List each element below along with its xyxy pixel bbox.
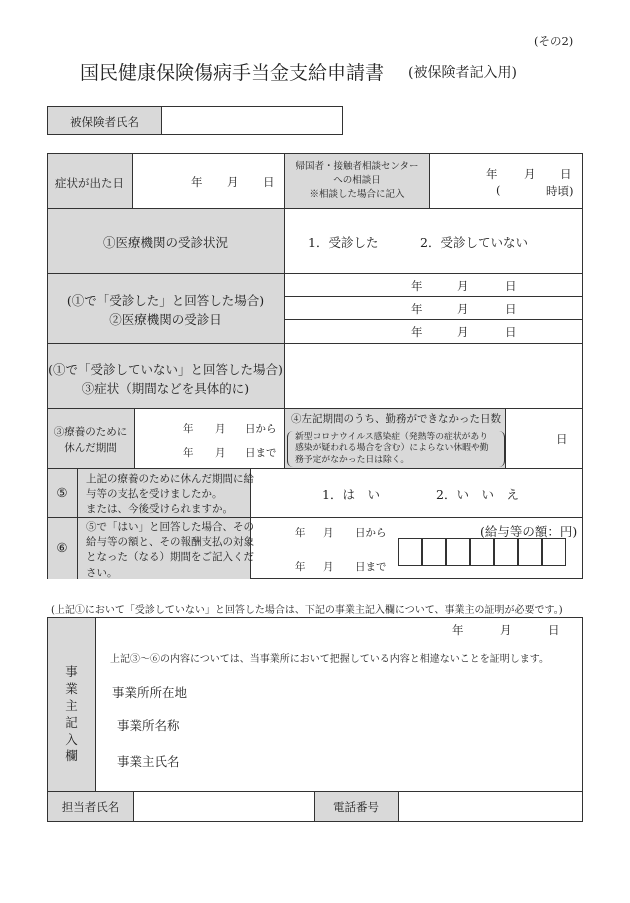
q6-period-field[interactable]: 年 月 日から 年 月 日まで xyxy=(295,527,387,573)
rest-period-field[interactable]: 年 月 日から 年 月 日まで xyxy=(183,423,277,459)
q2-label: (①で「受診した」と回答した場合) ②医療機関の受診日 xyxy=(66,293,265,328)
amount-digit-box[interactable] xyxy=(542,538,566,566)
q3-label: (①で「受診していない」と回答した場合) ③症状（期間などを具体的に) xyxy=(48,362,283,397)
office-name-label: 事業所名称 xyxy=(117,718,180,733)
q1-option-not-visited[interactable]: 2．受診していない xyxy=(420,235,528,250)
work-missed-header: ④左記期間のうち、勤務ができなかった日数 xyxy=(291,413,501,425)
visit-date-1[interactable]: 年 月 日 xyxy=(411,279,517,293)
visit-date-2[interactable]: 年 月 日 xyxy=(411,302,517,316)
q1-option-visited[interactable]: 1．受診した xyxy=(308,235,379,250)
insured-name-label: 被保険者氏名 xyxy=(70,115,139,129)
amount-digit-box[interactable] xyxy=(518,538,542,566)
office-name-field[interactable] xyxy=(200,711,570,735)
q1-label: ①医療機関の受診状況 xyxy=(102,235,228,250)
office-address-field[interactable] xyxy=(200,678,570,702)
symptom-detail-field[interactable] xyxy=(285,344,583,408)
form-title-sub: (被保険者記入用) xyxy=(408,65,517,81)
work-missed-days-field[interactable]: 日 xyxy=(556,432,568,446)
phone-label: 電話番号 xyxy=(333,800,379,814)
consult-center-label: 帰国者・接触者相談センター への相談日 ※相談した場合に記入 xyxy=(295,161,419,200)
amount-digit-box[interactable] xyxy=(422,538,446,566)
q6-amount-label: (給与等の額：円) xyxy=(480,524,578,539)
symptom-date-field[interactable]: 年 月 日 xyxy=(191,175,275,189)
q5-question: 上記の療養のために休んだ期間に給 与等の支払を受けましたか。 または、今後受けられますか。 xyxy=(86,473,254,516)
office-address-label: 事業所所在地 xyxy=(112,685,188,700)
contact-person-label: 担当者氏名 xyxy=(61,800,120,814)
employer-date-field[interactable]: 年 月 日 xyxy=(452,623,560,637)
amount-digit-box[interactable] xyxy=(446,538,470,566)
insured-name-label-cell xyxy=(47,106,162,135)
consult-date-field[interactable]: 年 月 日 ( 時頃) xyxy=(486,167,574,198)
insured-name-field[interactable] xyxy=(161,106,343,135)
visit-date-3[interactable]: 年 月 日 xyxy=(411,325,517,339)
rest-period-label: ③療養のために 休んだ期間 xyxy=(53,426,128,454)
form-title: 国民健康保険傷病手当金支給申請書 xyxy=(80,62,385,84)
amount-digit-box[interactable] xyxy=(398,538,422,566)
employer-cert-text: 上記③～⑥の内容については、当事業所において把握している内容と相違ないことを証明します。 xyxy=(110,654,549,665)
symptom-date-label: 症状が出た日 xyxy=(55,176,124,190)
owner-name-field[interactable] xyxy=(200,747,570,771)
amount-digit-box[interactable] xyxy=(470,538,494,566)
amount-digit-box[interactable] xyxy=(494,538,518,566)
q5-number: ⑤ xyxy=(56,485,68,500)
q5-option-no[interactable]: 2．い い え xyxy=(436,487,519,502)
q5-option-yes[interactable]: 1．は い xyxy=(322,487,380,502)
employer-note: (上記①において「受診していない」と回答した場合は、下記の事業主記入欄について、事業主の証明が必要です。) xyxy=(51,605,563,616)
q6-question: ⑤で「はい」と回答した場合、その 給与等の額と、その報酬支払の対象 となった（なる）期間をご記入くだ さい。 xyxy=(86,521,254,579)
contact-person-field[interactable] xyxy=(134,792,314,821)
phone-field[interactable] xyxy=(399,792,582,821)
work-missed-note: 新型コロナウイルス感染症（発熱等の症状があり 感染が疑われる場合を含む）によらない休暇や勤 務予定がなかった日は除く。 xyxy=(295,432,489,465)
employer-side-label: 事 業 主 記 入 欄 xyxy=(65,664,78,764)
page-number: (その2) xyxy=(534,34,574,48)
q6-number: ⑥ xyxy=(56,540,68,555)
owner-name-label: 事業主氏名 xyxy=(117,754,180,769)
